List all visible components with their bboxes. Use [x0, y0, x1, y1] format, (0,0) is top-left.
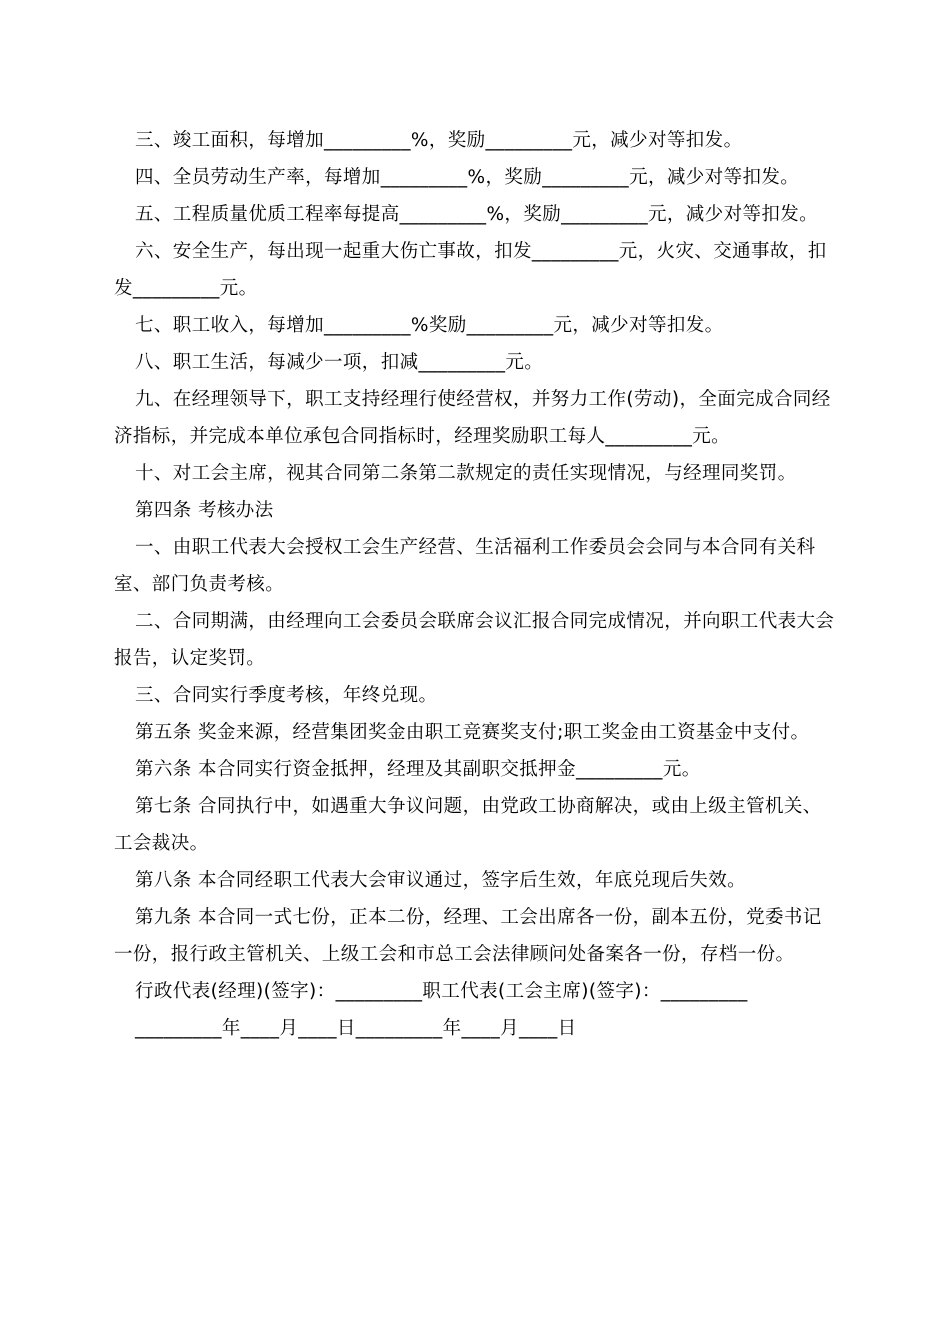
- assessment-item-2: 二、合同期满，由经理向工会委员会联席会议汇报合同完成情况，并向职工代表大会报告，认定奖罚。: [114, 611, 835, 669]
- article-6: 第六条 本合同实行资金抵押，经理及其副职交抵押金_________元。: [135, 759, 701, 780]
- assessment-item-1: 一、由职工代表大会授权工会生产经营、生活福利工作委员会会同与本合同有关科室、部门负责考核。: [114, 537, 816, 595]
- clause-labor-productivity: 四、全员劳动生产率，每增加_________%，奖励_________元，减少对等扣发。: [135, 167, 800, 188]
- clause-staff-income: 七、职工收入，每增加_________%奖励_________元，减少对等扣发。: [135, 315, 724, 336]
- clause-manager-reward: 九、在经理领导下，职工支持经理行使经营权，并努力工作(劳动)，全面完成合同经济指标，并完成本单位承包合同指标时，经理奖励职工每人_________元。: [114, 389, 831, 447]
- assessment-item-3: 三、合同实行季度考核，年终兑现。: [135, 685, 438, 706]
- article-5: 第五条 奖金来源，经营集团奖金由职工竞赛奖支付;职工奖金由工资基金中支付。: [135, 722, 810, 743]
- article-8: 第八条 本合同经职工代表大会审议通过，签字后生效，年底兑现后失效。: [135, 870, 747, 891]
- clause-completed-area: 三、竣工面积，每增加_________%，奖励_________元，减少对等扣发。: [135, 130, 743, 151]
- article-9: 第九条 本合同一式七份，正本二份，经理、工会出席各一份，副本五份，党委书记一份，报行政主管机关、上级工会和市总工会法律顾问处备案各一份，存档一份。: [114, 907, 822, 965]
- contract-body: [114, 122, 836, 1047]
- clause-union-chair: 十、对工会主席，视其合同第二条第二款规定的责任实现情况，与经理同奖罚。: [135, 463, 797, 484]
- article-4-heading: 第四条 考核办法: [135, 500, 274, 521]
- clause-quality-rate: 五、工程质量优质工程率每提高_________%，奖励_________元，减少对等扣发。: [135, 204, 819, 225]
- article-7: 第七条 合同执行中，如遇重大争议问题，由党政工协商解决，或由上级主管机关、工会裁决。: [114, 796, 822, 854]
- date-line: _________年____月____日_________年____月____日: [135, 1018, 577, 1039]
- signature-line: 行政代表(经理)(签字)：_________职工代表(工会主席)(签字)：_________: [135, 981, 748, 1002]
- clause-staff-welfare: 八、职工生活，每减少一项，扣减_________元。: [135, 352, 544, 373]
- clause-safety: 六、安全生产，每出现一起重大伤亡事故，扣发_________元，火灾、交通事故，扣发_________元。: [114, 241, 827, 299]
